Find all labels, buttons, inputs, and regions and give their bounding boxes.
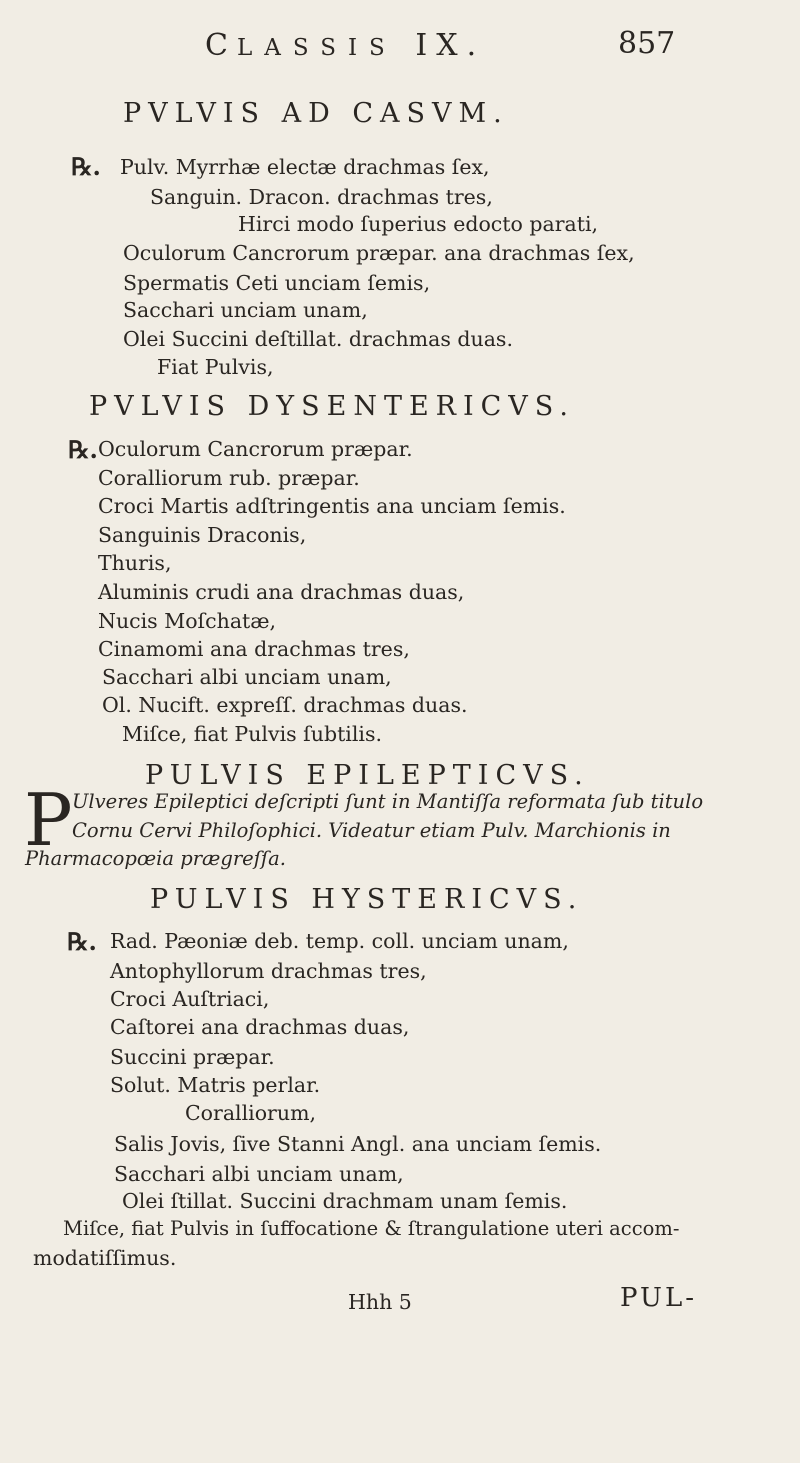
recipe-line: Sanguinis Draconis, <box>98 523 307 547</box>
catchword: PUL- <box>620 1283 697 1313</box>
recipe-line: Rad. Pæoniæ deb. temp. coll. unciam unam, <box>110 929 569 953</box>
section-title-hystericus: PULVIS HYSTERICVS. <box>150 884 584 915</box>
recipe-line: Ol. Nucift. expreſſ. drachmas duas. <box>102 693 468 717</box>
recipe-line: Salis Jovis, ſive Stanni Angl. ana unciam ſemis. <box>114 1132 602 1156</box>
recipe-line: Succini præpar. <box>110 1045 275 1069</box>
section-title-epilepticus: PULVIS EPILEPTICVS. <box>145 760 590 791</box>
recipe-line: Aluminis crudi ana drachmas duas, <box>98 580 465 604</box>
paragraph-line: Ulveres Epileptici deſcripti ſunt in Mantiſſa reformata ſub titulo <box>72 790 704 813</box>
recipe-line: Cinamomi ana drachmas tres, <box>98 637 410 661</box>
recipe-line: Hirci modo ſuperius edocto parati, <box>238 212 599 236</box>
paragraph-line: Pharmacopœia prægreſſa. <box>25 847 286 870</box>
recipe-symbol: ℞. <box>68 435 98 464</box>
recipe-line: Coralliorum, <box>185 1101 317 1125</box>
section-title-dysentericus: PVLVIS DYSENTERICVS. <box>89 391 575 422</box>
recipe-line: Sacchari albi unciam unam, <box>102 665 392 689</box>
recipe-line: Oculorum Cancrorum præpar. ana drachmas ſex, <box>123 241 635 265</box>
section-title-ad-casum: PVLVIS AD CASVM. <box>123 98 509 129</box>
recipe-line: Croci Auſtriaci, <box>110 987 270 1011</box>
paragraph-line: Cornu Cervi Philoſophici. Videatur etiam Pulv. Marchionis in <box>72 819 671 842</box>
recipe-line: Spermatis Ceti unciam ſemis, <box>123 271 431 295</box>
recipe-line: Fiat Pulvis, <box>157 355 274 379</box>
recipe-symbol: ℞. <box>71 152 101 181</box>
page-number: 857 <box>618 26 676 61</box>
recipe-line: Pulv. Myrrhæ electæ drachmas ſex, <box>120 155 490 179</box>
recipe-line: Coralliorum rub. præpar. <box>98 466 360 490</box>
recipe-line: Miſce, fiat Pulvis ſubtilis. <box>122 722 383 746</box>
drop-cap: P <box>24 778 73 862</box>
recipe-line: Sacchari unciam unam, <box>123 298 368 322</box>
recipe-line: Miſce, fiat Pulvis in ſuffocatione & ſtrangulatione uteri accom- <box>63 1217 680 1240</box>
recipe-line: Sanguin. Dracon. drachmas tres, <box>150 185 493 209</box>
recipe-line: modatiſſimus. <box>33 1246 177 1270</box>
recipe-line: Oculorum Cancrorum præpar. <box>98 437 413 461</box>
signature-mark: Hhh 5 <box>348 1290 412 1314</box>
recipe-line: Antophyllorum drachmas tres, <box>110 959 427 983</box>
recipe-line: Caſtorei ana drachmas duas, <box>110 1015 410 1039</box>
recipe-line: Sacchari albi unciam unam, <box>114 1162 404 1186</box>
recipe-line: Thuris, <box>98 551 172 575</box>
recipe-line: Olei Succini deſtillat. drachmas duas. <box>123 327 513 351</box>
recipe-line: Olei ſtillat. Succini drachmam unam ſemis. <box>122 1189 568 1213</box>
recipe-line: Solut. Matris perlar. <box>110 1073 321 1097</box>
recipe-line: Croci Martis adſtringentis ana unciam ſemis. <box>98 494 566 518</box>
running-head: CLASSIS IX. <box>205 28 486 63</box>
recipe-line: Nucis Moſchatæ, <box>98 609 277 633</box>
recipe-symbol: ℞. <box>67 927 97 956</box>
